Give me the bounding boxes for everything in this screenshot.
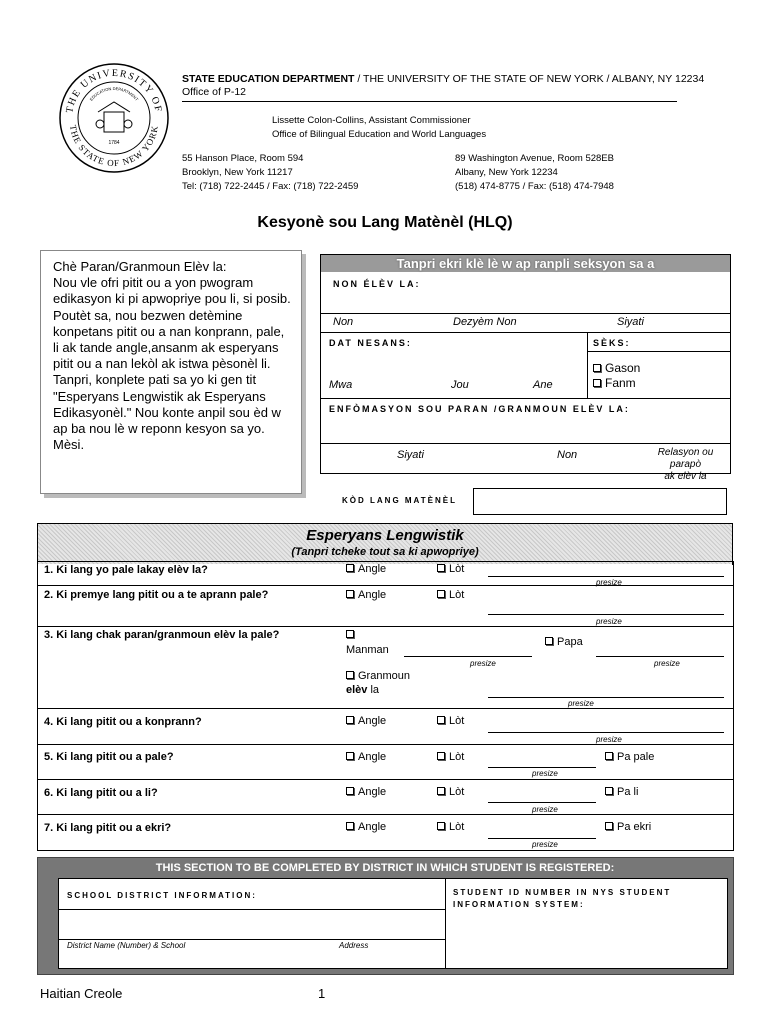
district-banner: THIS SECTION TO BE COMPLETED BY DISTRICT IN WHICH STUDENT IS REGISTERED: [155,862,615,874]
q6-english-option[interactable]: Angle [346,786,386,798]
dob-month-label: Mwa [329,379,353,391]
q6-does-not-read-option[interactable]: Pa li [605,786,638,798]
student-name-field[interactable] [321,293,730,315]
q2-english-option[interactable]: Angle [346,589,386,601]
school-district-label: SCHOOL DISTRICT INFORMATION: [67,891,257,900]
office-line: Office of P-12 [182,86,247,98]
name-first-label: Non [333,316,354,328]
question-5: 5. Ki lang pitit ou a pale? [44,751,174,763]
dob-label: DAT NESANS: [329,338,412,348]
name-middle-label: Dezyèm Non [453,316,517,328]
student-banner: Tanpri ekri klè lè w ap ranpli seksyon sa a [321,255,730,272]
experience-subtitle: (Tanpri tcheke tout sa ki apwopriye) [291,546,479,558]
footer-language: Haitian Creole [40,986,123,1001]
commissioner: Lissette Colon-Collins, Assistant Commissioner [272,115,471,126]
q2-other-option[interactable]: Lòt [437,589,464,601]
student-info-box [320,254,731,482]
q5-specify-label: presize [532,769,558,778]
question-1: 1. Ki lang yo pale lakay elèv la? [44,564,208,576]
q5-english-option[interactable]: Angle [346,751,386,763]
department-line: STATE EDUCATION DEPARTMENT / THE UNIVERSITY OF THE STATE OF NEW YORK / ALBANY, NY 12234 [182,73,705,85]
dob-day-label: Jou [451,379,469,391]
q4-english-option[interactable]: Angle [346,715,386,727]
question-2: 2. Ki premye lang pitit ou a te aprann pale? [44,589,269,601]
q3-father-specify-label: presize [654,659,680,668]
q3-mother-label: Manman [346,644,389,656]
parent-relation-label: Relasyon ou parapò ak elèv la [657,447,714,482]
q3-guardian-specify-label: presize [568,699,594,708]
parent-letter: Chè Paran/Granmoun Elèv la: Nou vle ofri pitit ou a yon pwogram edikasyon ki pi apwopriye pou li, si posib. Poutèt sa, nou bezwen detèmine konpetans pitit ou a nan konprann, pale, li ak tande angle,ansanm ak esperyans pitit ou a nan lekòl ak istwa pèsonèl li. Tanpri, konplete pati sa yo ki gen tit "Esperyans Lengwistik ak Esperyans Edikasyonèl." Nou konte anpil sou èd w ap ba nou lè w reponn kesyon sa yo. Mèsi. [40,250,302,494]
sex-label: SÈKS: [593,338,631,348]
svg-text:THE UNIVERSITY OF: THE UNIVERSITY OF [64,67,164,114]
page-number: 1 [318,986,326,1001]
q7-other-option[interactable]: Lòt [437,821,464,833]
parent-info-field[interactable] [321,417,730,443]
q3-guardian-option[interactable]: Granmoun [346,670,410,682]
student-id-label: STUDENT ID NUMBER IN NYS STUDENT INFORMATION SYSTEM: [453,888,672,909]
q7-specify-label: presize [532,840,558,849]
question-3: 3. Ki lang chak paran/granmoun elèv la pale? [44,629,280,641]
experience-title: Esperyans Lengwistik [306,527,464,544]
sex-option-male[interactable]: Gason [593,361,640,375]
address-label: Address [339,941,369,950]
name-last-label: Siyati [617,316,644,328]
svg-text:1784: 1784 [108,140,120,146]
parent-info-label: ENFÒMASYON SOU PARAN /GRANMOUN ELÈV LA: [329,404,630,414]
q6-other-option[interactable]: Lòt [437,786,464,798]
header-divider [182,101,677,102]
svg-text:THE STATE OF NEW YORK: THE STATE OF NEW YORK [68,124,160,169]
q1-english-option[interactable]: Angle [346,563,386,575]
office-bilingual: Office of Bilingual Education and World Languages [272,129,487,140]
address-right: 89 Washington Avenue, Room 528EB Albany, New York 12234 (518) 474-8775 / Fax: (518) 474-7948 [455,153,614,192]
q1-other-option[interactable]: Lòt [437,563,464,575]
q7-does-not-write-option[interactable]: Pa ekri [605,821,651,833]
svg-text:EDUCATION DEPARTMENT: EDUCATION DEPARTMENT [88,85,140,102]
q3-guardian-label-2: elèv la [346,684,380,696]
q4-other-option[interactable]: Lòt [437,715,464,727]
q6-specify-label: presize [532,805,558,814]
q5-other-option[interactable]: Lòt [437,751,464,763]
school-district-field[interactable] [59,909,445,939]
address-left: 55 Hanson Place, Room 594 Brooklyn, New York 11217 Tel: (718) 722-2445 / Fax: (718) 722-2459 [182,153,359,192]
dob-year-label: Ane [533,379,553,391]
page-title: Kesyonè sou Lang Matènèl (HLQ) [257,214,513,231]
q5-does-not-speak-option[interactable]: Pa pale [605,751,654,763]
q4-specify-label: presize [596,735,622,744]
question-4: 4. Ki lang pitit ou a konprann? [44,716,202,728]
q7-english-option[interactable]: Angle [346,821,386,833]
sex-option-female[interactable]: Fanm [593,376,636,390]
q3-mother-specify-label: presize [470,659,496,668]
district-name-label: District Name (Number) & School [67,941,186,950]
home-language-code-label: KÒD LANG MATÈNÈL [342,496,457,505]
q1-specify-label: presize [596,578,622,587]
question-6: 6. Ki lang pitit ou a li? [44,787,158,799]
q3-mother-checkbox[interactable] [346,629,358,641]
student-id-field[interactable] [446,909,728,967]
q2-specify-label: presize [596,617,622,626]
student-name-label: NON ÉLÈV LA: [333,279,421,289]
question-7: 7. Ki lang pitit ou a ekri? [44,822,172,834]
state-seal-logo [58,62,170,174]
dob-field[interactable] [321,351,587,377]
home-language-code-field[interactable] [473,488,727,515]
parent-first-label: Non [557,449,578,461]
district-box [58,878,728,969]
q3-father-option[interactable]: Papa [545,636,583,648]
parent-last-label: Siyati [397,449,424,461]
